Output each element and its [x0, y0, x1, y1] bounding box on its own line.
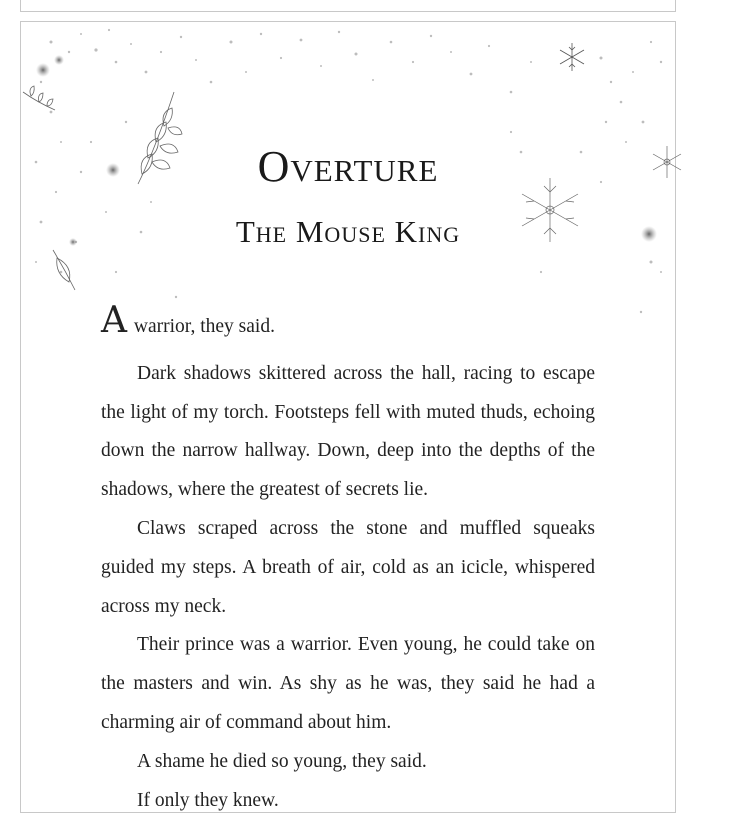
small-leaf-icon — [53, 250, 75, 290]
paragraph: If only they knew. — [137, 789, 279, 811]
previous-page-edge — [20, 0, 676, 12]
dropcap: A — [101, 300, 127, 341]
chapter-subtitle: The Mouse King — [235, 214, 461, 249]
snowflake-small-icon — [560, 43, 584, 71]
paragraph: Claws scraped across the stone and muffled squeaks guided my steps. A breath of air, cold as an icicle, whispered across my neck. — [101, 517, 595, 617]
paragraph: A shame he died so young, they said. — [137, 750, 427, 772]
paragraph: Their prince was a warrior. Even young, he could take on the masters and win. As shy as he was, they said he had a charming air of command about him. — [101, 634, 595, 733]
opening-text: warrior, they said. — [133, 316, 275, 337]
chapter-body — [101, 300, 595, 820]
opening-paragraph — [101, 300, 595, 347]
book-page[interactable] — [20, 21, 676, 813]
paragraph: Dark shadows skittered across the hall, racing to escape the light of my torch. Footsteps fell with muted thuds, echoing down the narrow hallway. Down, deep into the depths of the shadows, where the greatest of secrets lie. — [101, 362, 595, 501]
leaf-branch-icon — [23, 86, 55, 110]
chapter-title: Overture — [257, 142, 439, 191]
